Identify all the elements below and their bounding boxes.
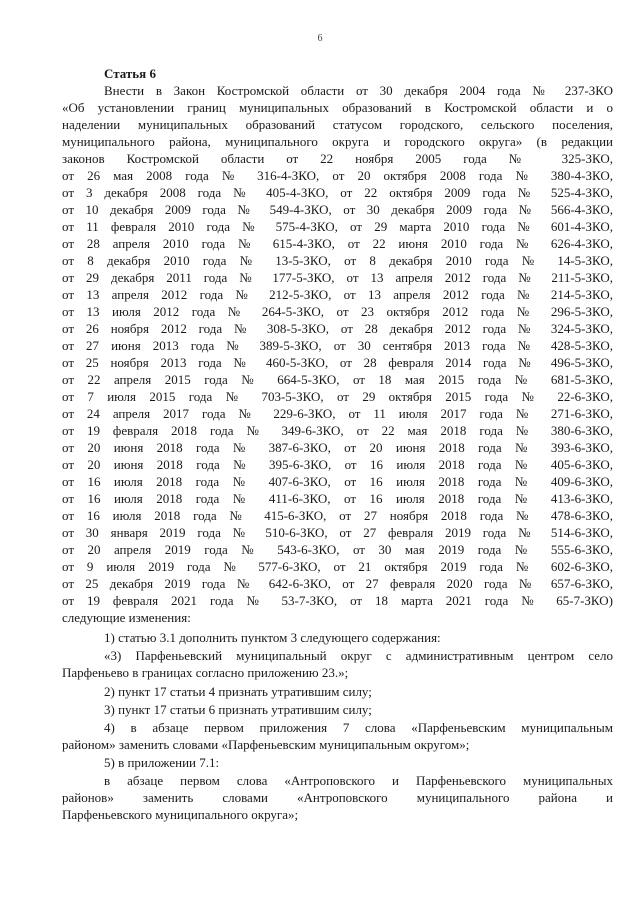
- text-line: от 16 июля 2018 года № 407-6-ЗКО, от 16 июля 2018 года № 409-6-ЗКО,: [62, 474, 613, 489]
- text-line: от 19 февраля 2018 года № 349-6-ЗКО, от 22 мая 2018 года № 380-6-ЗКО,: [62, 423, 613, 438]
- text-line: от 20 июня 2018 года № 387-6-ЗКО, от 20 июня 2018 года № 393-6-ЗКО,: [62, 440, 613, 455]
- text-line: от 22 апреля 2015 года № 664-5-ЗКО, от 18 мая 2015 года № 681-5-ЗКО,: [62, 372, 613, 387]
- text-line: муниципального района, муниципального округа и городского округа» (в редакции: [62, 134, 613, 149]
- text-line: от 20 апреля 2019 года № 543-6-ЗКО, от 30 мая 2019 года № 555-6-ЗКО,: [62, 542, 613, 557]
- text-line: от 24 апреля 2017 года № 229-6-ЗКО, от 11 июля 2017 года № 271-6-ЗКО,: [62, 406, 613, 421]
- text-line: районом» заменить словами «Парфеньевским муниципальным округом»;: [62, 737, 470, 752]
- text-line: от 10 декабря 2009 года № 549-4-ЗКО, от 30 декабря 2009 года № 566-4-ЗКО,: [62, 202, 613, 217]
- text-line: Парфеньевского муниципального округа»;: [62, 807, 299, 822]
- text-line: «Об установлении границ муниципальных образований в Костромской области и о: [62, 100, 613, 115]
- text-line: от 13 апреля 2012 года № 212-5-ЗКО, от 13 апреля 2012 года № 214-5-ЗКО,: [62, 287, 613, 302]
- text-line: от 27 июня 2013 года № 389-5-ЗКО, от 30 сентября 2013 года № 428-5-ЗКО,: [62, 338, 613, 353]
- article-heading: Статья 6: [104, 66, 156, 81]
- text-line: от 16 июля 2018 года № 415-6-ЗКО, от 27 ноября 2018 года № 478-6-ЗКО,: [62, 508, 613, 523]
- text-line: наделении муниципальных образований статусом городского, сельского поселения,: [62, 117, 613, 132]
- text-line: законов Костромской области от 22 ноября 2005 года № 325-ЗКО,: [62, 151, 613, 166]
- text-line: от 26 мая 2008 года № 316-4-ЗКО, от 20 октября 2008 года № 380-4-ЗКО,: [62, 168, 613, 183]
- text-line: от 30 января 2019 года № 510-6-ЗКО, от 27 февраля 2019 года № 514-6-ЗКО,: [62, 525, 613, 540]
- list-item: 3) пункт 17 статьи 6 признать утратившим силу;: [104, 702, 372, 717]
- text-line: от 13 июля 2012 года № 264-5-ЗКО, от 23 октября 2012 года № 296-5-ЗКО,: [62, 304, 613, 319]
- text-line: «3) Парфеньевский муниципальный округ с административным центром село: [104, 648, 613, 663]
- text-line: от 9 июля 2019 года № 577-6-ЗКО, от 21 октября 2019 года № 602-6-ЗКО,: [62, 559, 613, 574]
- page-number: 6: [317, 33, 323, 44]
- text-line: от 3 декабря 2008 года № 405-4-ЗКО, от 22 октября 2009 года № 525-4-ЗКО,: [62, 185, 613, 200]
- text-line: от 11 февраля 2010 года № 575-4-ЗКО, от 29 марта 2010 года № 601-4-ЗКО,: [62, 219, 613, 234]
- text-line: Парфеньево в границах согласно приложению 23.»;: [62, 665, 349, 680]
- list-item: 4) в абзаце первом приложения 7 слова «Парфеньевским муниципальным: [104, 720, 613, 735]
- text-line: от 25 ноября 2013 года № 460-5-ЗКО, от 28 февраля 2014 года № 496-5-ЗКО,: [62, 355, 613, 370]
- text-line: районов» заменить словами «Антроповского муниципального района и: [62, 790, 613, 805]
- text-line: от 19 февраля 2021 года № 53-7-ЗКО, от 18 марта 2021 года № 65-7-ЗКО): [62, 593, 613, 608]
- text-line: от 26 ноября 2012 года № 308-5-ЗКО, от 28 декабря 2012 года № 324-5-ЗКО,: [62, 321, 613, 336]
- text-line: Внести в Закон Костромской области от 30 декабря 2004 года № 237-ЗКО: [104, 83, 613, 98]
- text-line: следующие изменения:: [62, 610, 191, 625]
- text-line: в абзаце первом слова «Антроповского и Парфеньевского муниципальных: [104, 773, 613, 788]
- text-line: от 29 декабря 2011 года № 177-5-ЗКО, от 13 апреля 2012 года № 211-5-ЗКО,: [62, 270, 613, 285]
- list-item: 2) пункт 17 статьи 4 признать утратившим силу;: [104, 684, 372, 699]
- text-line: от 16 июля 2018 года № 411-6-ЗКО, от 16 июля 2018 года № 413-6-ЗКО,: [62, 491, 613, 506]
- list-item: 5) в приложении 7.1:: [104, 755, 220, 770]
- text-line: от 20 июня 2018 года № 395-6-ЗКО, от 16 июля 2018 года № 405-6-ЗКО,: [62, 457, 613, 472]
- text-line: от 25 декабря 2019 года № 642-6-ЗКО, от 27 февраля 2020 года № 657-6-ЗКО,: [62, 576, 613, 591]
- list-item: 1) статью 3.1 дополнить пунктом 3 следующего содержания:: [104, 630, 441, 645]
- text-line: от 7 июля 2015 года № 703-5-ЗКО, от 29 октября 2015 года № 22-6-ЗКО,: [62, 389, 613, 404]
- text-line: от 28 апреля 2010 года № 615-4-ЗКО, от 22 июня 2010 года № 626-4-ЗКО,: [62, 236, 613, 251]
- text-line: от 8 декабря 2010 года № 13-5-ЗКО, от 8 декабря 2010 года № 14-5-ЗКО,: [62, 253, 613, 268]
